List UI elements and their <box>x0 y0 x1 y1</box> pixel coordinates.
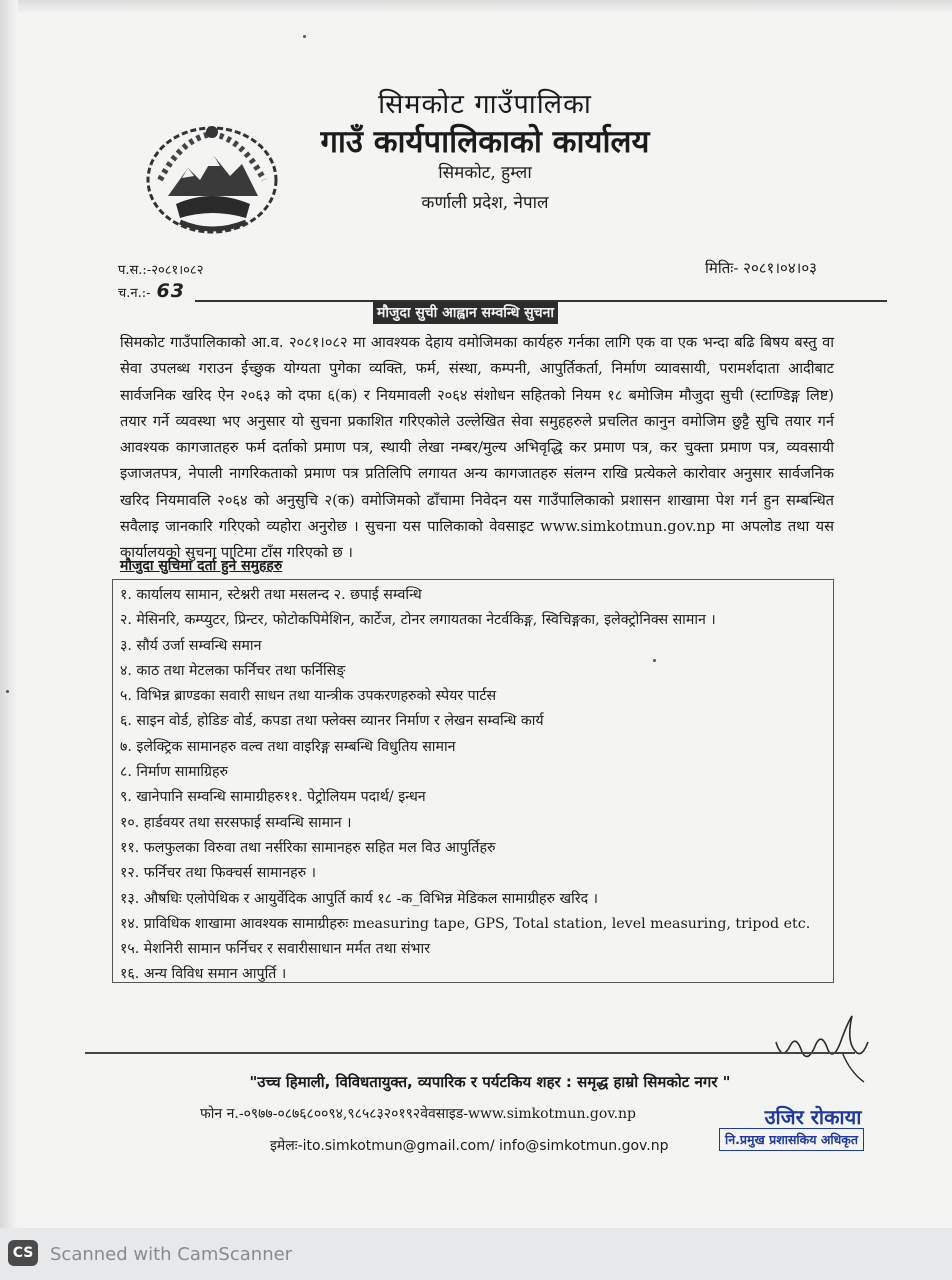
letter-date: मितिः- २०८१।०४।०३ <box>705 259 817 277</box>
office-name: गाउँ कार्यपालिकाको कार्यालय <box>320 124 650 160</box>
group-item: १२. फर्निचर तथा फिक्चर्स सामानहरु । <box>120 865 316 882</box>
dispatch-label: च.न.:- <box>118 286 151 301</box>
group-item: १५. मेशनिरी सामान फर्निचर र सवारीसाधान मर्मत तथा संभार <box>120 941 430 958</box>
nepal-emblem-icon <box>142 118 282 238</box>
group-item: ७. इलेक्ट्रिक सामानहरु वल्व तथा वाइरिङ्ग सम्बन्धि विधुतिय सामान <box>120 738 456 755</box>
dispatch-number-row <box>118 280 185 302</box>
group-item: १. कार्यालय सामान, स्टेश्नरी तथा मसलन्द २. छपाई सम्वन्धि <box>120 587 422 603</box>
group-item: १३. औषधिः एलोपेथिक र आयुर्वेदिक आपुर्ति कार्य १८ -क_विभिन्न मेडिकल सामाग्रीहरु खरिद । <box>120 890 599 907</box>
reference-number: प.स.:-२०८१।०८२ <box>118 263 204 278</box>
footer-rule <box>85 1052 855 1054</box>
groups-heading: मौजुदा सुचिमा दर्ता हुने समुहहरु <box>120 558 283 574</box>
group-item: १४. प्राविधिक शाखामा आवश्यक सामाग्रीहरुः measuring tape, GPS, Total station, level measuring, tripod etc. <box>120 915 811 932</box>
group-item: ९. खानेपानि सम्वन्धि सामाग्रीहरु११. पेट्रोलियम पदार्थ/ इन्धन <box>120 789 426 806</box>
group-item: ६. साइन वोर्ड, होडिङ वोर्ड, कपडा तथा फ्लेक्स व्यानर निर्माण र लेखन सम्वन्धि कार्य <box>120 713 544 730</box>
notice-title: मौजुदा सुची आह्वान सम्वन्धि सुचना <box>373 302 558 324</box>
org-name: सिमकोट गाउँपालिका <box>378 89 592 120</box>
address-line-1: सिमकोट, हुम्ला <box>438 163 532 183</box>
scan-speck <box>6 690 9 693</box>
notice-body: सिमकोट गाउँपालिकाको आ.व. २०८१।०८२ मा आवश्यक देहाय वमोजिमका कार्यहरु गर्नका लागि एक वा एक भन्दा बढि बिषय बस्तु वा सेवा उपलब्ध गराउन ईच्छुक योग्यता पुगेका व्यक्ति, फर्म, संस्था, कम्पनी, आपुर्तिकर्ता, निर्माण व्यावसायी, परामर्शदाता आदीबाट सार्वजनिक खरिद ऐन २०६३ को दफा ६(क) र नियमावली २०६४ संशोधन सहितको नियम १८ बमोजिम मौजुदा सुची (स्टाण्डिङ्ग लिष्ट) तयार गर्ने व्यवस्था भए अनुसार यो सुचना प्रकाशित गरिएकोले उल्लेखित सेवा समुहहरुले प्रचलित कानुन वमोजिम छुट्टै सुचि तयार गर्न आवश्यक कागजातहरु फर्म दर्ताको प्रमाण पत्र, स्थायी लेखा नम्बर/मुल्य अभिवृद्धि कर प्रमाण पत्र, कर चुक्ता प्रमाण पत्र, व्यवसायी इजाजतपत्र, नेपाली नागरिकताको प्रमाण पत्र प्रतिलिपि लगायत अन्य कागजातहरु संलग्न राखि प्रत्येकले कारोवार अनुसार सार्वजनिक खरिद नियमावलि २०६४ को अनुसुचि २(क) वमोजिमको ढाँचामा निवेदन यस गाउँपालिकाको प्रशासन शाखामा पेश गर्न हुन सम्बन्धित सवैलाइ जानकारि गरिएको व्यहोरा अनुरोछ । सुचना यस पालिकाको वेवसाइट www.simkotmun.gov.np मा अपलोड तथा यस कार्यालयको सुचना पाटिमा टाँस गरिएको छ । <box>120 334 834 562</box>
group-item: २. मेसिनरि, कम्प्युटर, प्रिन्टर, फोटोकपिमेशिन, कार्टेज, टोनर लगायतका नेटर्वकिङ्ग, स्विचिङ्गका, इलेक्ट्रोनिक्स सामान । <box>120 612 716 629</box>
footer-slogan: "उच्च हिमाली, विविधतायुक्त, व्यपारिक र पर्यटकिय शहर : समृद्ध हाम्रो सिमकोट नगर " <box>249 1073 731 1091</box>
group-item: १६. अन्य विविध समान आपुर्ति । <box>120 966 287 983</box>
groups-list <box>120 583 830 988</box>
page-shadow <box>0 0 952 14</box>
group-item: ८. निर्माण सामाग्रिहरु <box>120 764 228 781</box>
group-item: १०. हार्डवयर तथा सरसफाई सम्वन्धि सामान । <box>120 814 352 831</box>
group-item: ११. फलफुलका विरुवा तथा नर्सरिका सामानहरु सहित मल विउ आपुर्तिहरु <box>120 839 496 856</box>
camscanner-label: Scanned with CamScanner <box>50 1244 293 1265</box>
address-line-2: कर्णाली प्रदेश, नेपाल <box>421 193 549 213</box>
dispatch-value: 63 <box>156 280 185 302</box>
page-edge <box>0 0 18 1228</box>
scan-speck <box>303 35 306 38</box>
stamp-name: उजिर रोकाया <box>764 1105 862 1129</box>
group-item: ४. काठ तथा मेटलका फर्निचर तथा फर्निसिङ् <box>120 662 346 679</box>
stamp-title: नि.प्रमुख प्रशासकिय अधिकृत <box>719 1128 864 1151</box>
footer-email: इमेलः-ito.simkotmun@gmail.com/ info@simkotmun.gov.np <box>270 1138 669 1154</box>
camscanner-logo-icon: CS <box>8 1240 38 1266</box>
footer-phone: फोन न.-०९७७-०८७६८००९४,९८५८३२०१९२वेवसाइड-www.simkotmun.gov.np <box>200 1106 637 1122</box>
group-item: ३. सौर्य उर्जा सम्वन्धि समान <box>120 637 262 654</box>
group-item: ५. विभिन्न ब्राण्डका सवारी साधन तथा यान्त्रीक उपकरणहरुको स्पेयर पार्टस <box>120 688 497 705</box>
